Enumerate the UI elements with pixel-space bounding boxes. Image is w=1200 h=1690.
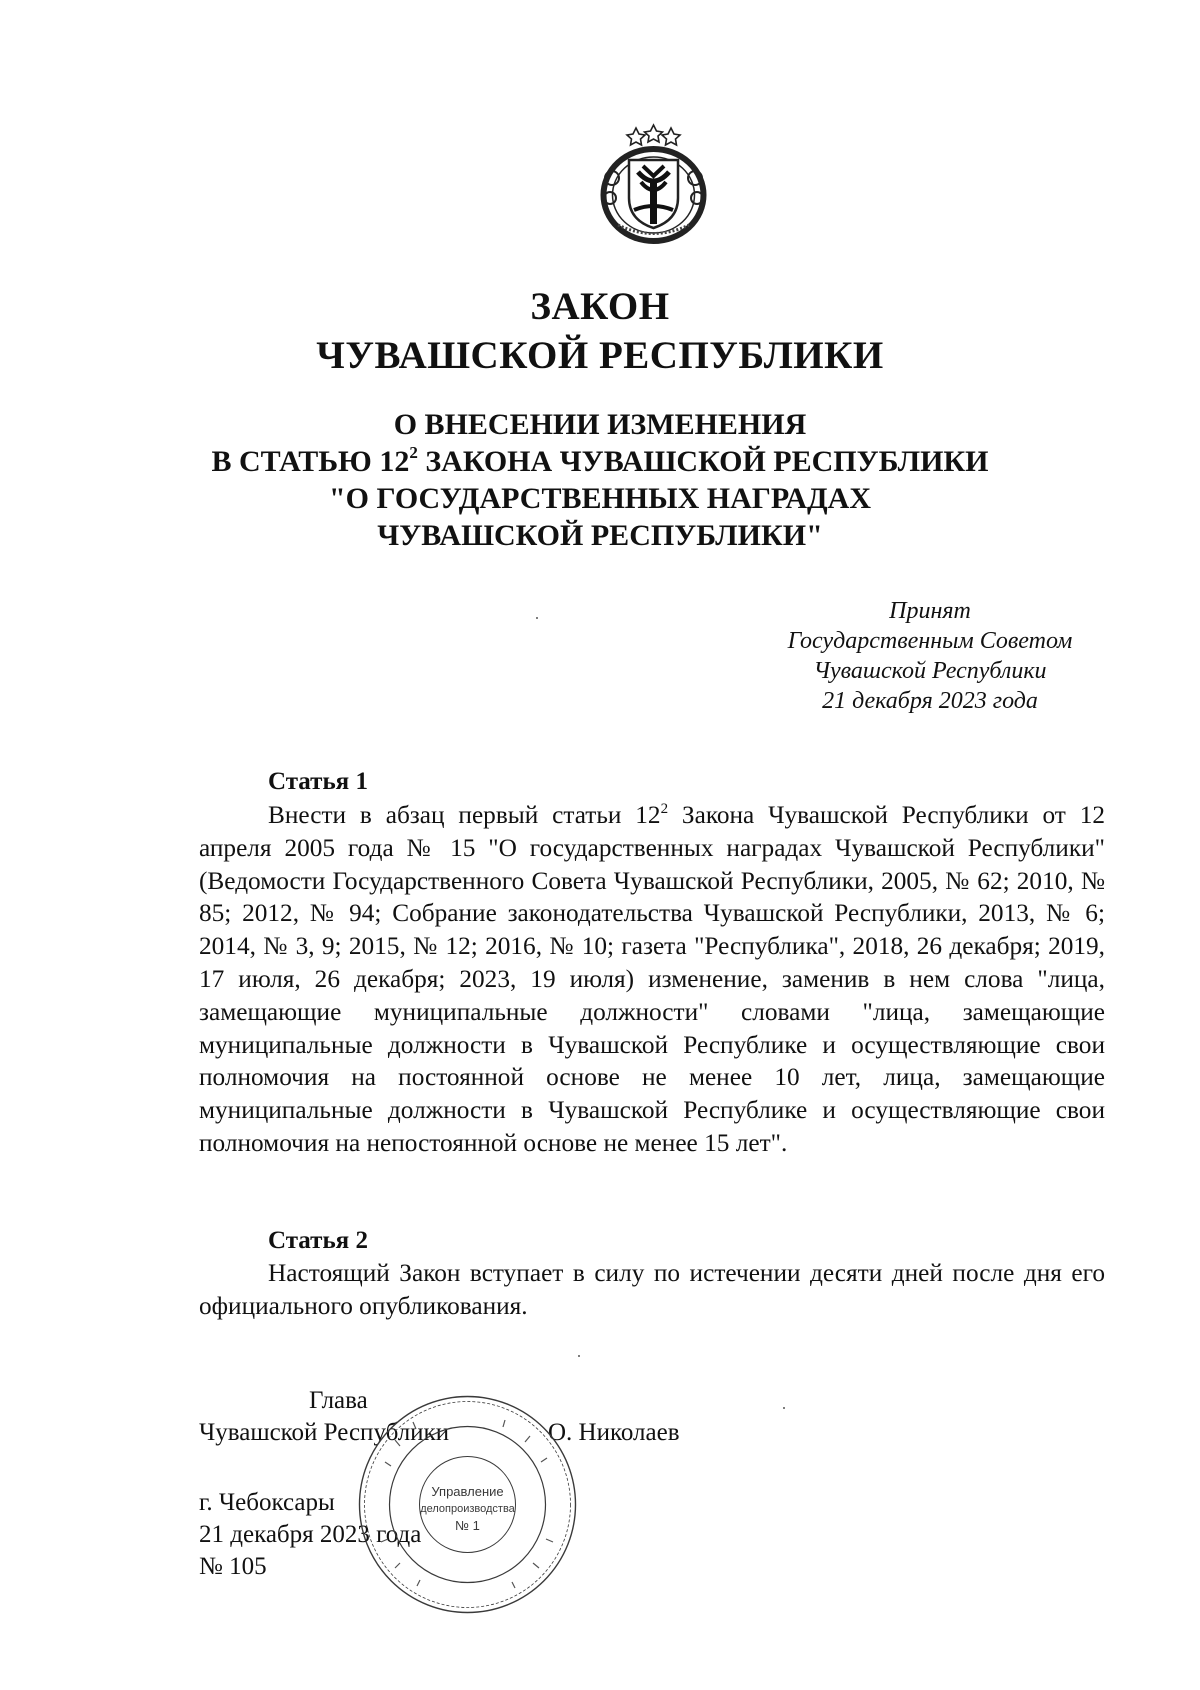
- signing-place: г. Чебоксары: [199, 1489, 335, 1516]
- adoption-line3: Чувашской Республики: [813, 658, 1047, 684]
- law-subtitle-line2-pre: В СТАТЬЮ 12: [211, 445, 410, 478]
- official-stamp: [355, 1392, 580, 1617]
- law-subtitle-line1: О ВНЕСЕНИИ ИЗМЕНЕНИЯ: [393, 408, 807, 441]
- signer-position-line2: Чувашской Республики: [199, 1419, 450, 1446]
- law-subtitle-line2-post: ЗАКОНА ЧУВАШСКОЙ РЕСПУБЛИКИ: [417, 445, 989, 478]
- law-title-line1: ЗАКОН: [530, 285, 670, 328]
- chuvash-coat-of-arms-icon: [596, 120, 711, 248]
- article-1-title: Статья 1: [268, 768, 368, 795]
- stamp-text-line3: № 1: [455, 1518, 480, 1533]
- law-title-line2: ЧУВАШСКОЙ РЕСПУБЛИКИ: [316, 334, 884, 377]
- law-subtitle-superscript: 2: [409, 443, 418, 462]
- law-subtitle-line4: ЧУВАШСКОЙ РЕСПУБЛИКИ": [377, 519, 823, 552]
- law-subtitle: [0, 406, 1200, 554]
- adoption-note: [760, 596, 1100, 716]
- law-subtitle-line3: "О ГОСУДАРСТВЕННЫХ НАГРАДАХ: [329, 482, 871, 515]
- signer-name: О. Николаев: [548, 1419, 680, 1446]
- article-1-text: [199, 799, 1105, 1160]
- article-2-title: Статья 2: [268, 1227, 368, 1254]
- adoption-line1: Принят: [889, 598, 971, 624]
- adoption-date: 21 декабря 2023 года: [822, 688, 1038, 714]
- law-title: [0, 282, 1200, 380]
- signing-date: 21 декабря 2023 года: [199, 1521, 422, 1548]
- law-subtitle-line2: [0, 443, 1200, 480]
- article-1-text-post: Закона Чувашской Республики от 12 апреля 2005 года № 15 "О государственных наградах Чувашской Республики" (Ведомости Государственного Совета Чувашской Республики, 2005, № 62; 2010, № 85; 2012, № 94; Собрание законодательства Чувашской Республики, 2013, № 6; 2014, № 3, 9; 2015, № 12; 2016, № 10; газета "Республика", 2018, 26 декабря; 2019, 17 июля, 26 декабря; 2023, 19 июля) изменение, заменив в нем слова "лица, замещающие муниципальные должности" словами "лица, замещающие муниципальные должности в Чувашской Республике и осуществляющие свои полномочия на постоянной основе не менее 10 лет, лица, замещающие муниципальные должности в Чувашской Республике и осуществляющие свои полномочия на непостоянной основе не менее 15 лет".: [199, 801, 1105, 1157]
- article-2-text: Настоящий Закон вступает в силу по истечении десяти дней после дня его официального опубликования.: [199, 1259, 1105, 1320]
- article-1-superscript: 2: [660, 801, 669, 817]
- signer-position-line1: Глава: [309, 1387, 368, 1414]
- law-number: № 105: [199, 1553, 267, 1580]
- adoption-line2: Государственным Советом: [787, 628, 1073, 654]
- stamp-text-line1: Управление: [431, 1484, 504, 1499]
- stamp-text-line2: делопроизводства: [420, 1503, 515, 1515]
- article-1-text-pre: Внести в абзац первый статьи 12: [268, 801, 661, 829]
